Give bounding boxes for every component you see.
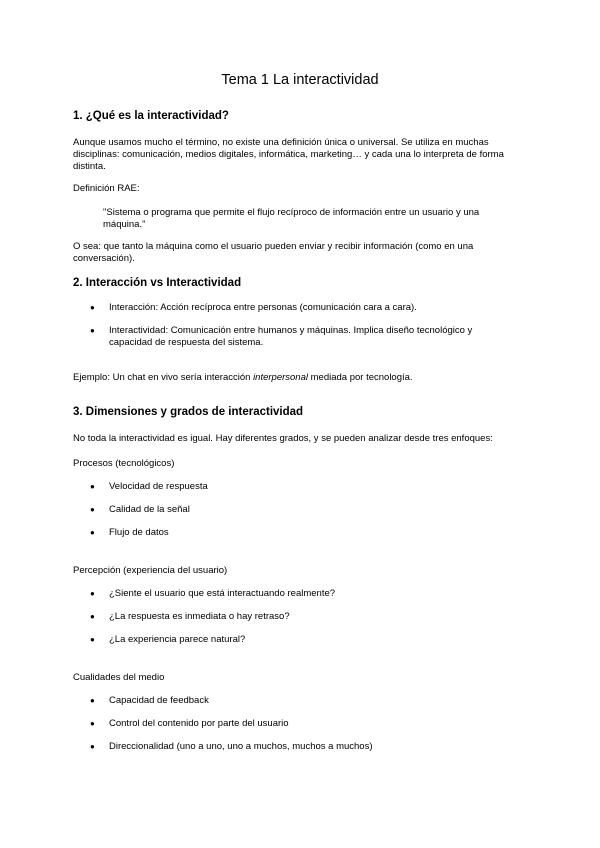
list-item-text: Capacidad de feedback bbox=[109, 695, 209, 706]
list-item bbox=[90, 718, 510, 730]
section-1-conclusion: O sea: que tanto la máquina como el usuario pueden enviar y recibir información (como en una conversación). bbox=[73, 241, 474, 264]
bullet-icon: ● bbox=[90, 326, 95, 335]
group-label-percepcion: Percepción (experiencia del usuario) bbox=[73, 565, 228, 576]
bullet-icon: ● bbox=[90, 528, 95, 537]
bullet-icon: ● bbox=[90, 612, 95, 621]
rae-label: Definición RAE: bbox=[73, 183, 140, 194]
list-item-text: Interactividad: Comunicación entre humanos y máquinas. Implica diseño tecnológico y capacidad de respuesta del sistema. bbox=[109, 325, 473, 348]
bullet-icon: ● bbox=[90, 696, 95, 705]
list-item-text: Direccionalidad (uno a uno, uno a muchos, muchos a muchos) bbox=[109, 741, 373, 752]
group-label-procesos: Procesos (tecnológicos) bbox=[73, 458, 175, 469]
bullet-icon: ● bbox=[90, 635, 95, 644]
list-item-text: Calidad de la señal bbox=[109, 504, 190, 515]
rae-quote: "Sistema o programa que permite el flujo recíproco de información entre un usuario y una máquina." bbox=[103, 207, 480, 230]
list-item-text: Velocidad de respuesta bbox=[109, 481, 208, 492]
list-item-text: ¿Siente el usuario que está interactuando realmente? bbox=[109, 588, 336, 599]
group-label-cualidades: Cualidades del medio bbox=[73, 672, 165, 683]
section-1-paragraph: Aunque usamos mucho el término, no existe una definición única o universal. Se utiliza en muchas disciplinas: comunicación, medios digitales, informática, marketing… y cada una lo interpreta de forma distinta. bbox=[73, 137, 504, 172]
example-emphasis: interpersonal bbox=[253, 372, 308, 383]
list-item bbox=[90, 611, 510, 623]
list-item bbox=[90, 695, 510, 707]
section-2-example bbox=[73, 372, 528, 384]
list-item-text: ¿La experiencia parece natural? bbox=[109, 634, 246, 645]
bullet-icon: ● bbox=[90, 505, 95, 514]
list-item bbox=[90, 302, 510, 314]
list-item bbox=[90, 527, 510, 539]
list-item-text: Control del contenido por parte del usuario bbox=[109, 718, 289, 729]
example-text-after: mediada por tecnología. bbox=[307, 372, 413, 383]
list-item bbox=[90, 741, 510, 753]
list-item-text: ¿La respuesta es inmediata o hay retraso? bbox=[109, 611, 290, 622]
section-3-intro: No toda la interactividad es igual. Hay diferentes grados, y se pueden analizar desde tres enfoques: bbox=[73, 433, 493, 444]
bullet-icon: ● bbox=[90, 482, 95, 491]
document-title: Tema 1 La interactividad bbox=[221, 72, 379, 88]
list-item-text: Interacción: Acción recíproca entre personas (comunicación cara a cara). bbox=[109, 302, 417, 313]
section-1-heading: 1. ¿Qué es la interactividad? bbox=[73, 110, 229, 122]
section-3-heading: 3. Dimensiones y grados de interactividad bbox=[73, 406, 304, 418]
bullet-icon: ● bbox=[90, 589, 95, 598]
list-item bbox=[90, 588, 510, 600]
section-2-heading: 2. Interacción vs Interactividad bbox=[73, 277, 242, 289]
list-item bbox=[90, 481, 510, 493]
bullet-icon: ● bbox=[90, 742, 95, 751]
list-item bbox=[90, 504, 510, 516]
bullet-icon: ● bbox=[90, 303, 95, 312]
list-item-text: Flujo de datos bbox=[109, 527, 169, 538]
bullet-icon: ● bbox=[90, 719, 95, 728]
example-text-before: Ejemplo: Un chat en vivo sería interacción bbox=[73, 372, 254, 383]
list-item bbox=[90, 325, 510, 349]
list-item bbox=[90, 634, 510, 646]
